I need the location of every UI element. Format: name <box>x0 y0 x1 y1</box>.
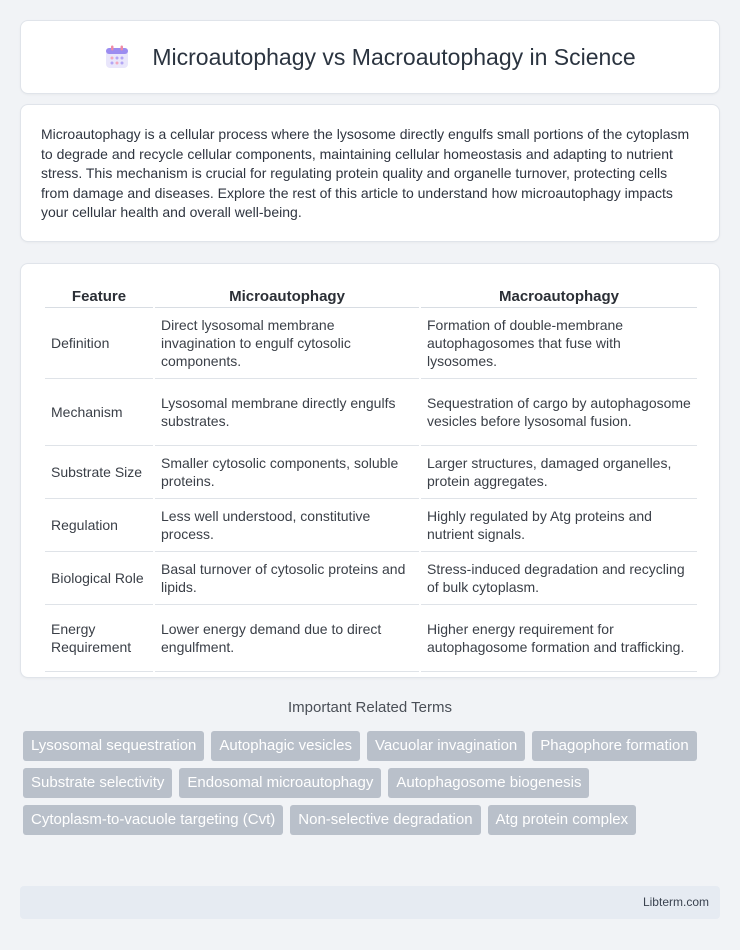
row-macro: Formation of double-membrane autophagosomes that fuse with lysosomes. <box>421 308 697 379</box>
row-micro: Basal turnover of cytosolic proteins and lipids. <box>155 552 419 605</box>
comparison-table <box>43 282 699 672</box>
row-feature: Definition <box>45 308 153 379</box>
table-row <box>45 446 697 499</box>
related-term-tag[interactable]: Vacuolar invagination <box>367 731 525 761</box>
header-macroautophagy: Macroautophagy <box>421 282 697 308</box>
page-header <box>20 20 720 94</box>
page-title: Microautophagy vs Macroautophagy in Science <box>152 43 636 70</box>
row-micro: Direct lysosomal membrane invagination to engulf cytosolic components. <box>155 308 419 379</box>
row-feature: Mechanism <box>45 379 153 446</box>
related-term-tag[interactable]: Autophagosome biogenesis <box>388 768 589 798</box>
row-feature: Energy Requirement <box>45 605 153 672</box>
related-term-tag[interactable]: Autophagic vesicles <box>211 731 360 761</box>
table-row <box>45 379 697 446</box>
related-term-tag[interactable]: Atg protein complex <box>488 805 637 835</box>
related-terms-list <box>23 731 723 842</box>
intro-section <box>20 104 720 242</box>
row-macro: Stress-induced degradation and recycling of bulk cytoplasm. <box>421 552 697 605</box>
table-row <box>45 308 697 379</box>
related-term-tag[interactable]: Non-selective degradation <box>290 805 480 835</box>
table-row <box>45 552 697 605</box>
comparison-table-card <box>20 263 720 678</box>
row-micro: Lower energy demand due to direct engulfment. <box>155 605 419 672</box>
row-micro: Smaller cytosolic components, soluble proteins. <box>155 446 419 499</box>
calendar-icon <box>104 44 130 70</box>
related-terms-title: Important Related Terms <box>288 699 452 716</box>
row-micro: Less well understood, constitutive process. <box>155 499 419 552</box>
row-macro: Sequestration of cargo by autophagosome vesicles before lysosomal fusion. <box>421 379 697 446</box>
related-term-tag[interactable]: Cytoplasm-to-vacuole targeting (Cvt) <box>23 805 283 835</box>
related-term-tag[interactable]: Endosomal microautophagy <box>179 768 381 798</box>
header-microautophagy: Microautophagy <box>155 282 419 308</box>
row-feature: Substrate Size <box>45 446 153 499</box>
table-row <box>45 499 697 552</box>
row-feature: Regulation <box>45 499 153 552</box>
related-term-tag[interactable]: Substrate selectivity <box>23 768 172 798</box>
row-macro: Larger structures, damaged organelles, protein aggregates. <box>421 446 697 499</box>
row-micro: Lysosomal membrane directly engulfs substrates. <box>155 379 419 446</box>
row-macro: Higher energy requirement for autophagosome formation and trafficking. <box>421 605 697 672</box>
page-footer <box>20 886 720 919</box>
header-feature: Feature <box>45 282 153 308</box>
intro-paragraph: Microautophagy is a cellular process where the lysosome directly engulfs small portions of the cytoplasm to degrade and recycle cellular components, maintaining cellular homeostasis and adapting to nutrient stress. This mechanism is crucial for regulating protein quality and organelle turnover, protecting cells from damage and diseases. Explore the rest of this article to understand how microautophagy impacts your cellular health and overall well-being. <box>41 126 690 220</box>
footer-site-link[interactable]: Libterm.com <box>642 895 709 909</box>
table-header-row <box>45 282 697 308</box>
related-term-tag[interactable]: Lysosomal sequestration <box>23 731 204 761</box>
row-macro: Highly regulated by Atg proteins and nutrient signals. <box>421 499 697 552</box>
row-feature: Biological Role <box>45 552 153 605</box>
related-term-tag[interactable]: Phagophore formation <box>532 731 696 761</box>
table-row <box>45 605 697 672</box>
